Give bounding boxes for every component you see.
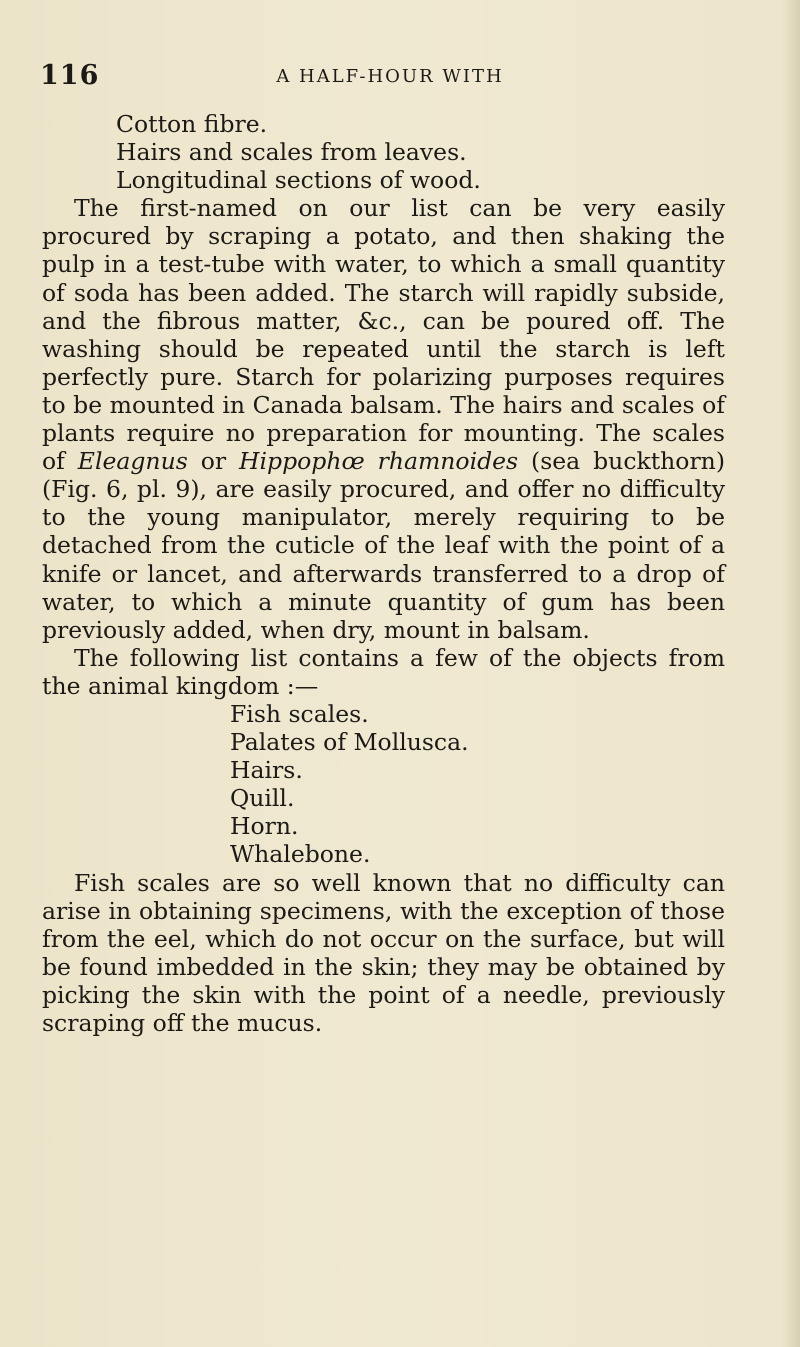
- paragraph-fish-scales: Fish scales are so well known that no difficulty can arise in obtaining specimens, with the exception of those from the eel, which do not occur on the surface, but will be found imbedded in the skin; they may be obtained by picking the skin with the point of a needle, previously scraping off the mucus.: [42, 868, 725, 1037]
- list-item: Fish scales.: [230, 699, 369, 728]
- list-item: Longitudinal sections of wood.: [116, 166, 481, 195]
- list-item: Horn.: [230, 812, 299, 841]
- paragraph-text: or: [187, 447, 240, 476]
- running-head: A HALF-HOUR WITH: [276, 66, 504, 87]
- italic-species-name: Hippophœ rhamnoides: [239, 447, 519, 476]
- list-item: Palates of Mollusca.: [230, 728, 469, 757]
- page-header: [40, 60, 740, 100]
- paragraph-starch-preparation: [42, 194, 725, 644]
- paragraph-text: (sea buckthorn) (Fig. 6, pl. 9), are easily procured, and offer no difficulty to the young manipulator, merely requiring to be detached from the cuticle of the leaf with the point of a knife or lancet, and afterwards transferred to a drop of water, to which a minute quantity of gum has been previously added, when dry, mount in balsam.: [42, 447, 725, 644]
- animal-objects-list: [42, 700, 725, 869]
- list-item: Hairs.: [230, 756, 303, 785]
- list-item: Hairs and scales from leaves.: [116, 138, 467, 167]
- vegetable-objects-list: [42, 110, 725, 194]
- list-item: Whalebone.: [230, 840, 371, 869]
- page-edge-shadow: [782, 0, 800, 1347]
- list-item: Cotton fibre.: [116, 110, 268, 138]
- page-body: [42, 110, 725, 1037]
- page-number: 116: [40, 60, 100, 91]
- paragraph-animal-intro: The following list contains a few of the objects from the animal kingdom :—: [42, 643, 725, 700]
- paragraph-text: The first-named on our list can be very easily procured by scraping a potato, and then shaking the pulp in a test-tube with water, to which a small quantity of soda has been added. The starch will rapidly subside, and the fibrous matter, &c., can be poured off. The washing should be repeated until the starch is left perfectly pure. Starch for polarizing purposes requires to be mounted in Canada balsam. The hairs and scales of plants require no preparation for mounting. The scales of: [42, 194, 725, 476]
- list-item: Quill.: [230, 784, 295, 813]
- italic-genus-name: Eleagnus: [77, 447, 188, 476]
